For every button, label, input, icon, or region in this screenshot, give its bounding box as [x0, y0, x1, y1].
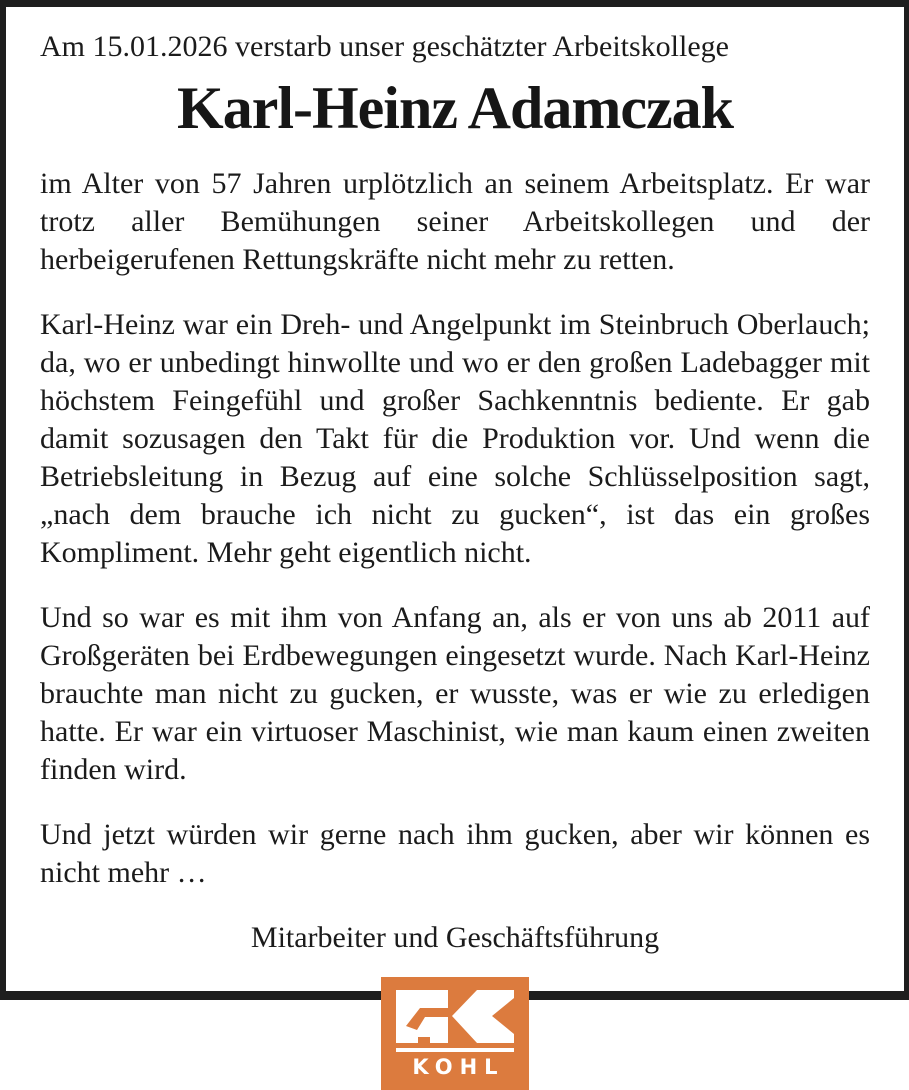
intro-line: Am 15.01.2026 verstarb unser geschätzter Arbeitskollege — [40, 30, 729, 63]
deceased-name: Karl-Heinz Adamczak — [177, 75, 733, 141]
obituary-paragraph-2: Karl-Heinz war ein Dreh- und Angelpunkt im Steinbruch Oberlauch; da, wo er unbedingt hinwollte und wo er den großen Ladebagger mit höchstem Feingefühl und großer Sachkenntnis bediente. Er gab damit sozusagen den Takt für die Produktion vor. Und wenn die Betriebsleitung in Bezug auf eine solche Schlüsselposition sagt, „nach dem brauche ich nicht zu gucken“, ist das ein großes Kompliment. Mehr geht eigentlich nicht. — [40, 308, 870, 569]
signature-line: Mitarbeiter und Geschäftsführung — [250, 921, 660, 954]
logo-divider — [396, 1048, 514, 1052]
kohl-company-logo — [381, 977, 529, 1090]
logo-wordmark: KOHL — [412, 1055, 505, 1079]
gk-monogram-icon — [396, 990, 514, 1043]
obituary-paragraph-1: im Alter von 57 Jahren urplötzlich an seinem Arbeitsplatz. Er war trotz aller Bemühungen seiner Arbeitskollegen und der herbeigerufenen Rettungskräfte nicht mehr zu retten. — [40, 167, 870, 276]
obituary-paragraph-3: Und so war es mit ihm von Anfang an, als er von uns ab 2011 auf Großgeräten bei Erdbewegungen eingesetzt wurde. Nach Karl-Heinz brauchte man nicht zu gucken, er wusste, was er wie zu erledigen hatte. Er war ein virtuoser Maschinist, wie man kaum einen zweiten finden wird. — [40, 601, 870, 786]
obituary-paragraph-4: Und jetzt würden wir gerne nach ihm gucken, aber wir können es nicht mehr … — [40, 818, 870, 889]
